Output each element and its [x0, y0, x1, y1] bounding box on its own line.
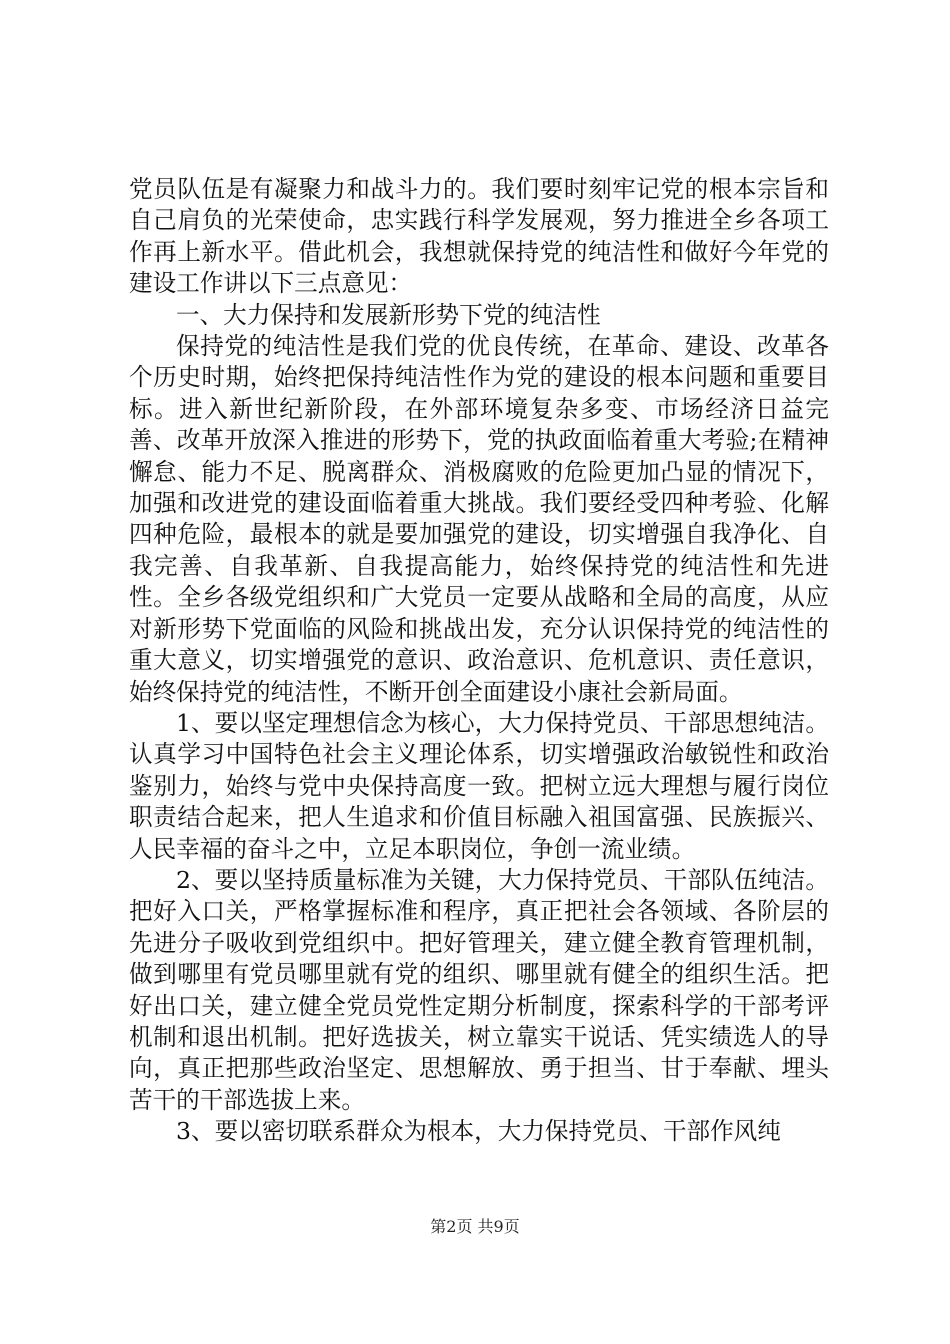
- document-body: [129, 174, 829, 1148]
- paragraph-point-2: 2、要以坚持质量标准为关键，大力保持党员、干部队伍纯洁。把好入口关，严格掌握标准和程序，真正把社会各领域、各阶层的先进分子吸收到党组织中。把好管理关，建立健全教育管理机制，做到哪里有党员哪里就有党的组织、哪里就有健全的组织生活。把好出口关，建立健全党员党性定期分析制度，探索科学的干部考评机制和退出机制。把好选拔关，树立靠实干说话、凭实绩选人的导向，真正把那些政治坚定、思想解放、勇于担当、甘于奉献、埋头苦干的干部选拔上来。: [129, 865, 829, 1114]
- paragraph-point-1: 1、要以坚定理想信念为核心，大力保持党员、干部思想纯洁。认真学习中国特色社会主义理论体系，切实增强政治敏锐性和政治鉴别力，始终与党中央保持高度一致。把树立远大理想与履行岗位职责结合起来，把人生追求和价值目标融入祖国富强、民族振兴、人民幸福的奋斗之中，立足本职岗位，争创一流业绩。: [129, 708, 829, 863]
- paragraph-purity-overview: 保持党的纯洁性是我们党的优良传统，在革命、建设、改革各个历史时期，始终把保持纯洁性作为党的建设的根本问题和重要目标。进入新世纪新阶段，在外部环境复杂多变、市场经济日益完善、改革开放深入推进的形势下，党的执政面临着重大考验;在精神懈怠、能力不足、脱离群众、消极腐败的危险更加凸显的情况下，加强和改进党的建设面临着重大挑战。我们要经受四种考验、化解四种危险，最根本的就是要加强党的建设，切实增强自我净化、自我完善、自我革新、自我提高能力，始终保持党的纯洁性和先进性。全乡各级党组织和广大党员一定要从战略和全局的高度，从应对新形势下党面临的风险和挑战出发，充分认识保持党的纯洁性的重大意义，切实增强党的意识、政治意识、危机意识、责任意识，始终保持党的纯洁性，不断开创全面建设小康社会新局面。: [129, 332, 829, 706]
- paragraph-point-3: 3、要以密切联系群众为根本，大力保持党员、干部作风纯: [176, 1117, 781, 1146]
- page-number-footer: 第2页 共9页: [430, 1217, 520, 1236]
- paragraph-intro: 党员队伍是有凝聚力和战斗力的。我们要时刻牢记党的根本宗旨和自己肩负的光荣使命，忠实践行科学发展观，努力推进全乡各项工作再上新水平。借此机会，我想就保持党的纯洁性和做好今年党的建设工作讲以下三点意见：: [129, 175, 829, 298]
- section-heading-1: 一、大力保持和发展新形势下党的纯洁性: [176, 300, 601, 329]
